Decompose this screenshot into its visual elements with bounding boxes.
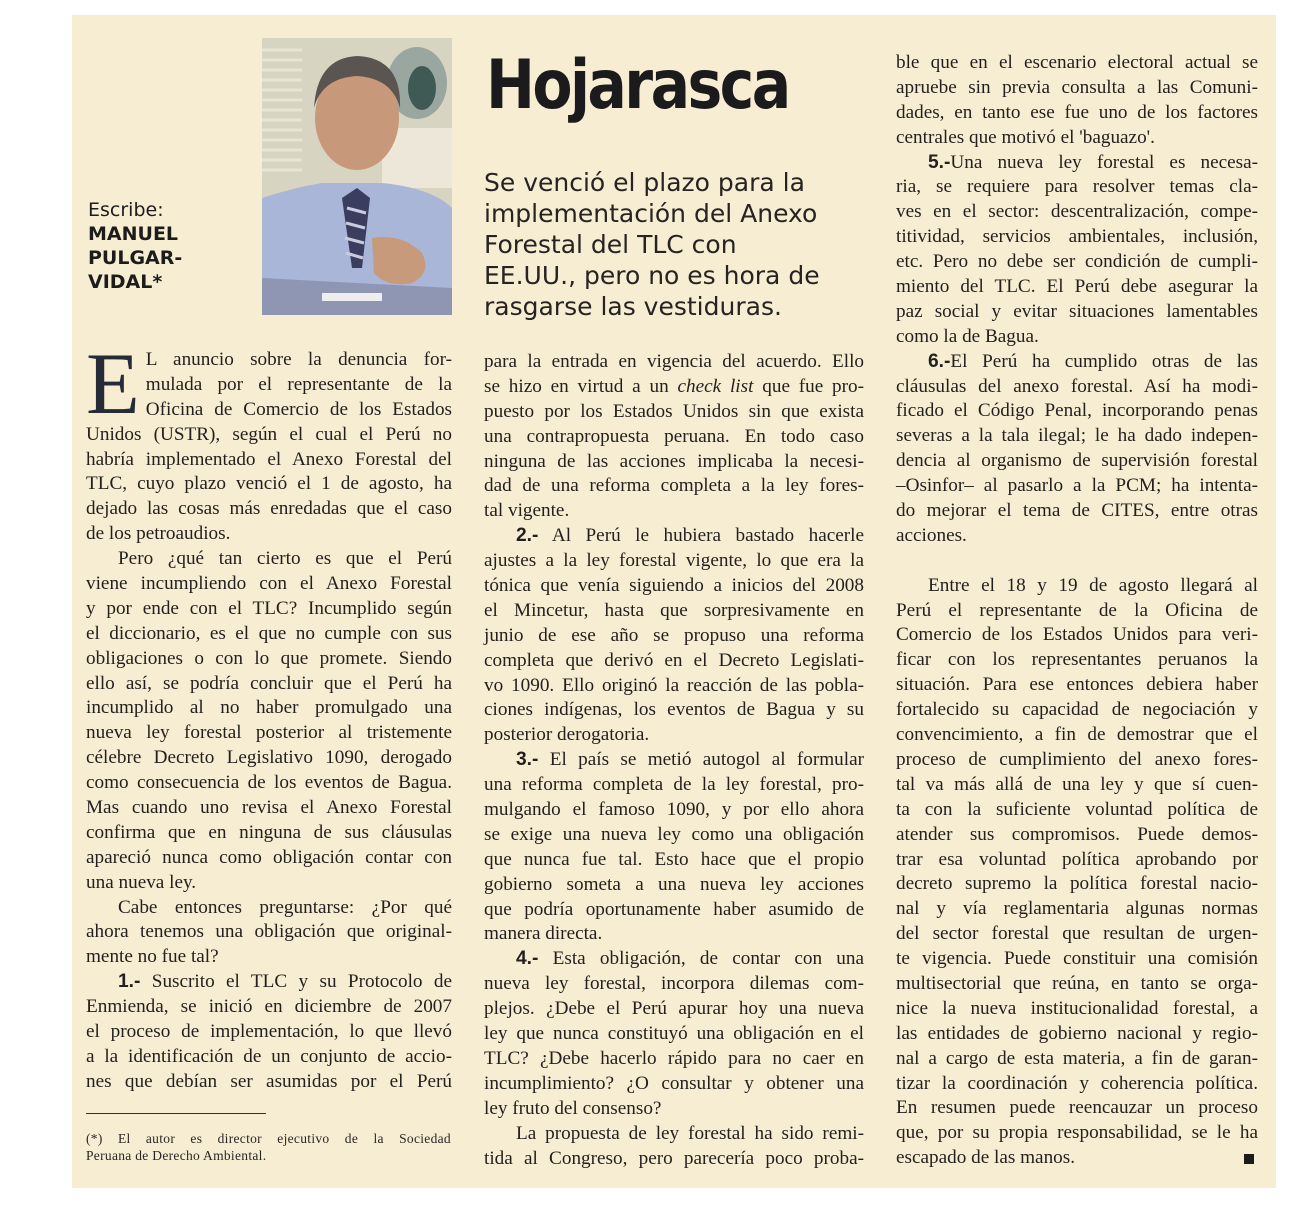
text-line: severas a la tala ilegal; le ha dado indepen- — [896, 425, 1258, 447]
deck-line: rasgarse las vestiduras. — [484, 292, 782, 321]
text-line: mulada por el representante de la — [145, 373, 452, 395]
text-line: etc. Pero no debe ser condición de cumpli- — [896, 251, 1258, 273]
author-portrait-icon — [262, 38, 452, 315]
text-line: ves en el sector: descentralización, compe- — [896, 201, 1258, 223]
text-line: dencia al organismo de supervisión forestal — [896, 450, 1258, 472]
column-2 — [484, 350, 864, 1171]
text-line: gobierno someta a una nueva ley acciones — [484, 873, 864, 895]
author-photo — [262, 38, 452, 315]
text-span: que fue pro- — [762, 375, 865, 397]
text-line: paz social y evitar situaciones lamentables — [896, 300, 1258, 322]
byline-label: Escribe: — [88, 199, 164, 221]
text-line: ficado el Código Penal, incorporando penas — [896, 400, 1258, 422]
text-span: El Perú ha cumplido otras de las — [950, 350, 1258, 372]
footnote — [86, 1130, 451, 1164]
text-line: posterior derogatoria. — [484, 724, 650, 746]
text-line: que podría oportunamente haber asumido de — [484, 898, 864, 920]
text-line: nice la nueva institucionalidad forestal, a — [896, 997, 1258, 1019]
text-line: habría implementado el Anexo Forestal del — [86, 448, 452, 470]
text-line: ficar con los representantes peruanos la — [896, 649, 1258, 671]
text-line: tizar la coordinación y coherencia política. — [896, 1072, 1258, 1094]
item-number: 1.- — [118, 971, 141, 993]
text-line: Cabe entonces preguntarse: ¿Por qué — [118, 896, 452, 918]
text-line: del sector forestal que resultan de urgen- — [896, 923, 1258, 945]
text-line: miento del TLC. El Perú debe asegurar la — [896, 276, 1258, 298]
text-span: Suscrito el TLC y su Protocolo de — [151, 971, 453, 993]
text-line: el Mincetur, hasta que sorpresivamente en — [484, 599, 864, 621]
text-line: situación. Para ese entonces debiera haber — [896, 674, 1258, 696]
text-line: apruebe sin previa consulta a las Comuni- — [896, 76, 1258, 98]
text-line: una contrapropuesta peruana. En todo caso — [484, 425, 864, 447]
text-line: completa que derivó en el Decreto Legislati- — [484, 649, 864, 671]
text-line: Unidos (USTR), según el cual el Perú no — [86, 423, 452, 445]
text-line: dejado las cosas más enredadas que el caso — [86, 498, 452, 520]
text-line: a la identificación de un conjunto de accio- — [86, 1045, 452, 1067]
text-line: La propuesta de ley forestal ha sido remi- — [516, 1122, 864, 1144]
text-line — [484, 748, 864, 773]
text-line: Perú el representante de la Oficina de — [896, 599, 1258, 621]
text-line: ley que nunca constituyó una obligación en el — [484, 1023, 864, 1045]
deck-line: Se venció el plazo para la — [484, 168, 805, 197]
text-line: ajustes a la ley forestal vigente, lo que era la — [484, 550, 864, 572]
text-line: fortalecido su capacidad de negociación y — [896, 699, 1258, 721]
author-name-line: PULGAR- — [88, 247, 183, 269]
text-line: nal a cargo de esta materia, a fin de garan- — [896, 1047, 1258, 1069]
text-line: junio de ese año se propuso una reforma — [484, 624, 864, 646]
text-line: vo 1090. Ello originó la reacción de las pobla- — [484, 674, 864, 696]
text-line: como la de Bagua. — [896, 325, 1039, 347]
text-line: que, por su propia responsabilidad, se le ha — [896, 1122, 1258, 1144]
text-line: tal vigente. — [484, 500, 570, 522]
text-line: ble que en el escenario electoral actual se — [896, 52, 1258, 73]
text-line — [484, 375, 864, 400]
text-line: ria, se requiere para resolver temas cla- — [896, 176, 1258, 198]
text-line: mulgando el famoso 1090, y por ello ahora — [484, 799, 864, 821]
text-line: y por ende con el TLC? Incumplido según — [86, 597, 452, 619]
deck-line: Forestal del TLC con — [484, 230, 737, 259]
text-line: ahora tenemos una obligación que original- — [86, 921, 452, 943]
text-line: L anuncio sobre la denuncia for- — [145, 349, 452, 370]
text-line: do mejorar el tema de CITES, entre otras — [896, 500, 1258, 522]
text-line: –Osinfor– al pasarlo a la PCM; ha intenta- — [896, 475, 1258, 497]
text-line: de los petroaudios. — [86, 523, 231, 545]
text-line — [896, 350, 1258, 375]
text-line — [896, 1146, 1258, 1171]
text-line: célebre Decreto Legislativo 1090, derogado — [86, 747, 452, 769]
footnote-line: Peruana de Derecho Ambiental. — [86, 1148, 267, 1163]
text-line: una nueva ley. — [86, 871, 197, 893]
text-line: En resumen puede reencauzar un proceso — [896, 1097, 1258, 1119]
text-line: trar esa voluntad política aprobando por — [896, 848, 1258, 870]
deck-line: implementación del Anexo — [484, 199, 818, 228]
text-line: puesto por los Estados Unidos sin que exista — [484, 400, 864, 422]
text-line: ninguna de las acciones implicaba la necesi- — [484, 450, 864, 472]
text-line: una reforma completa de la ley forestal, pro- — [484, 774, 864, 796]
paragraph-spacer — [896, 549, 1258, 574]
text-line — [484, 524, 864, 549]
text-span: escapado de las manos. — [896, 1147, 1076, 1169]
text-line: para la entrada en vigencia del acuerdo. Ello — [484, 351, 864, 372]
text-line: dades, en tanto ese fue uno de los factores — [896, 101, 1258, 123]
text-line: cláusulas del anexo forestal. Así ha modi- — [896, 375, 1258, 397]
item-number: 2.- — [516, 525, 539, 547]
text-line: Comercio de los Estados Unidos para veri- — [896, 624, 1258, 646]
text-span: Una nueva ley forestal es necesa- — [950, 151, 1258, 173]
item-number: 4.- — [516, 948, 539, 970]
text-line: decreto supremo la política forestal nacio- — [896, 873, 1258, 895]
text-line: se exige una nueva ley como una obligación — [484, 823, 864, 845]
text-line: Oficina de Comercio de los Estados — [145, 398, 452, 420]
text-line: tal va más allá de una ley y que sí cuen- — [896, 773, 1258, 795]
footnote-line: (*) El autor es director ejecutivo de la Sociedad — [86, 1131, 451, 1146]
italic-term: check list — [677, 375, 754, 397]
text-line: confirma que en ninguna de sus cláusulas — [86, 821, 452, 843]
article-deck — [484, 167, 820, 322]
item-number: 3.- — [516, 749, 539, 771]
text-line: como consecuencia de los eventos de Bagua. — [86, 772, 452, 794]
text-line: el proceso de implementación, lo que llevó — [86, 1021, 452, 1043]
article-title: Hojarasca — [486, 46, 789, 125]
text-line: incumplimiento? ¿O consultar y obtener una — [484, 1072, 864, 1094]
deck-line: EE.UU., pero no es hora de — [484, 261, 820, 290]
text-line: tónica que venía siguiendo a inicios del 2008 — [484, 575, 864, 597]
author-name-line: MANUEL — [88, 223, 179, 245]
text-line: apareció nunca como obligación contar con — [86, 846, 452, 868]
text-line: Entre el 18 y 19 de agosto llegará al — [928, 574, 1258, 596]
author-name-line: VIDAL* — [88, 271, 163, 293]
item-number: 6.- — [928, 350, 951, 372]
text-line: proceso de cumplimiento del anexo fores- — [896, 748, 1258, 770]
text-line: mente no fue tal? — [86, 946, 219, 968]
text-line: multisectorial que reúna, en tanto se orga- — [896, 972, 1258, 994]
byline — [88, 198, 182, 294]
text-line: dad de una reforma completa a la ley fores- — [484, 475, 864, 497]
text-line: Pero ¿qué tan cierto es que el Perú — [118, 548, 452, 570]
text-line: centrales que motivó el 'baguazo'. — [896, 126, 1155, 148]
text-line: nueva ley forestal, incorpora dilemas com- — [484, 973, 864, 995]
column-3 — [896, 51, 1258, 1171]
text-line: ley fruto del consenso? — [484, 1097, 662, 1119]
text-line: TLC? ¿Debe hacerlo rápido para no caer en — [484, 1047, 864, 1069]
footnote-divider — [86, 1113, 266, 1114]
text-span: Al Perú le hubiera bastado hacerle — [551, 525, 864, 547]
text-line: titividad, servicios ambientales, inclusión, — [896, 226, 1258, 248]
text-line: viene incumpliendo con el Anexo Forestal — [86, 573, 452, 595]
item-number: 5.- — [928, 151, 951, 173]
text-line: convencimiento, a fin de demostrar que el — [896, 724, 1258, 746]
text-line: las entidades de gobierno nacional y regio- — [896, 1022, 1258, 1044]
text-line: el diccionario, es el que no cumple con sus — [86, 622, 452, 644]
text-line: tida al Congreso, pero parecería poco proba- — [484, 1147, 864, 1169]
text-line: manera directa. — [484, 923, 603, 945]
text-line — [484, 947, 864, 972]
text-line: nal y vía reglamentaria algunas normas — [896, 898, 1258, 920]
text-line: ello así, se podría concluir que el Perú ha — [86, 672, 452, 694]
text-line: ta con la suficiente voluntad política de — [896, 798, 1258, 820]
text-line: TLC, cuyo plazo venció el 1 de agosto, ha — [86, 473, 452, 495]
text-line: obligaciones o con lo que promete. Siendo — [86, 647, 452, 669]
text-span: se hizo en virtud a un — [484, 375, 669, 397]
text-line: incumplido al no haber promulgado una — [86, 697, 452, 719]
text-line: que nunca fue tal. Esto hace que el propio — [484, 848, 864, 870]
text-line: nueva ley forestal posterior al tristemente — [86, 722, 452, 744]
text-span: El país se metió autogol al formular — [549, 749, 865, 771]
text-line: Enmienda, se inició en diciembre de 2007 — [86, 996, 452, 1018]
text-line: atender sus compromisos. Puede demos- — [896, 823, 1258, 845]
text-line: ciones indígenas, los eventos de Bagua y su — [484, 699, 864, 721]
text-line — [896, 151, 1258, 176]
text-line: Mas cuando uno revisa el Anexo Forestal — [86, 797, 452, 819]
column-1 — [86, 336, 453, 1095]
text-line: nes que debían ser asumidas por el Perú — [86, 1070, 452, 1092]
drop-cap: E — [86, 336, 140, 433]
text-line: te vigencia. Puede constituir una comisión — [896, 948, 1258, 970]
text-span: Esta obligación, de contar con una — [552, 948, 864, 970]
text-line: acciones. — [896, 524, 967, 546]
text-line — [86, 970, 452, 995]
end-of-article-icon — [1244, 1154, 1254, 1164]
text-line: plejos. ¿Debe el Perú apurar hoy una nueva — [484, 998, 864, 1020]
